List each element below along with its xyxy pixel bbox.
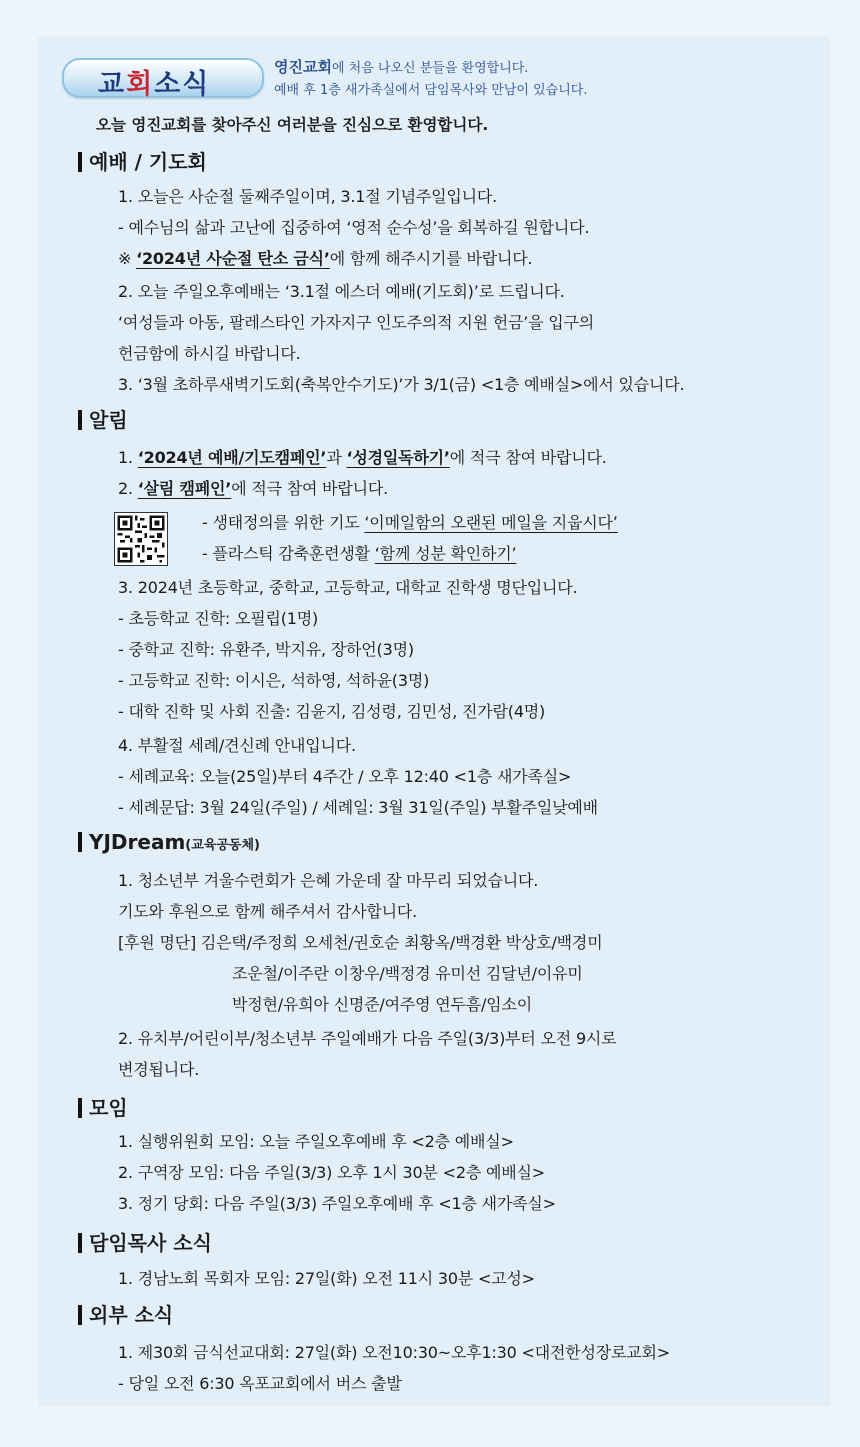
section-title-notice: 알림: [78, 404, 128, 433]
notice-line: - 고등학교 진학: 이시은, 석하영, 석하윤(3명): [118, 671, 430, 690]
greeting: 오늘 영진교회를 찾아주신 여러분을 진심으로 환영합니다.: [96, 116, 489, 134]
yjdream-line: [후원 명단] 김은택/주정희 오세천/권호순 최황옥/백경환 박상호/백경미: [118, 933, 603, 952]
yjdream-line: 기도와 후원으로 함께 해주셔서 감사합니다.: [118, 902, 418, 921]
notice-line: 1. ‘2024년 예배/기도캠페인’과 ‘성경일독하기’에 적극 참여 바랍니다.: [118, 448, 607, 467]
logo: [62, 58, 264, 98]
worship-line: 2. 오늘 주일오후예배는 ‘3.1절 에스더 예배(기도회)’로 드립니다.: [118, 282, 565, 301]
notice-line: 2. ‘살림 캠페인’에 적극 참여 바랍니다.: [118, 479, 389, 498]
section-title-external: 외부 소식: [78, 1299, 173, 1328]
section-title-pastor: 담임목사 소식: [78, 1227, 212, 1256]
notice-line: - 세례문답: 3월 24일(주일) / 세례일: 3월 31일(주일) 부활주일낮예배: [118, 798, 598, 817]
pastor-line: 1. 경남노회 목회자 모임: 27일(화) 오전 11시 30분 <고성>: [118, 1269, 535, 1288]
yjdream-line: 1. 청소년부 겨울수련회가 은혜 가운데 잘 마무리 되었습니다.: [118, 871, 539, 890]
section-title-worship: 예배 / 기도회: [78, 146, 207, 175]
qr-code-icon[interactable]: [114, 512, 168, 566]
external-line: - 당일 오전 6:30 옥포교회에서 버스 출발: [118, 1374, 402, 1393]
yjdream-line: 조운철/이주란 이창우/백정경 유미선 김달년/이유미: [232, 964, 583, 983]
notice-line: - 생태정의를 위한 기도 ‘이메일함의 오랜된 메일을 지웁시다’: [202, 513, 618, 532]
notice-line: 4. 부활절 세례/견신례 안내입니다.: [118, 736, 356, 755]
worship-line: 1. 오늘은 사순절 둘째주일이며, 3.1절 기념주일입니다.: [118, 187, 498, 206]
logo-title: 교회소식: [98, 69, 211, 100]
worship-line: ※ ‘2024년 사순절 탄소 금식’에 함께 해주시기를 바랍니다.: [118, 249, 533, 268]
notice-line: - 초등학교 진학: 오필립(1명): [118, 609, 319, 628]
section-title-meeting: 모임: [78, 1092, 128, 1121]
yjdream-line: 박정현/유희아 신명준/여주영 연두흠/임소이: [232, 995, 532, 1014]
yjdream-line: 2. 유치부/어린이부/청소년부 주일예배가 다음 주일(3/3)부터 오전 9시로: [118, 1029, 617, 1048]
section-title-yjdream: YJDream(교육공동체): [78, 830, 260, 854]
meeting-line: 2. 구역장 모임: 다음 주일(3/3) 오후 1시 30분 <2층 예배실>: [118, 1163, 545, 1182]
worship-line: ‘여성들과 아동, 팔레스타인 가자지구 인도주의적 지원 헌금’을 입구의: [118, 313, 595, 332]
yjdream-line: 변경됩니다.: [118, 1060, 200, 1079]
notice-line: - 중학교 진학: 유환주, 박지유, 장하언(3명): [118, 640, 414, 659]
external-line: 1. 제30회 금식선교대회: 27일(화) 오전10:30~오후1:30 <대전한성장로교회>: [118, 1343, 670, 1362]
worship-line: 헌금함에 하시길 바랍니다.: [118, 344, 301, 363]
church-name: 영진교회: [274, 58, 332, 76]
worship-line: - 예수님의 삶과 고난에 집중하여 ‘영적 순수성’을 회복하길 원합니다.: [118, 218, 590, 237]
meeting-line: 3. 정기 당회: 다음 주일(3/3) 주일오후예배 후 <1층 새가족실>: [118, 1194, 556, 1213]
notice-line: - 세례교육: 오늘(25일)부터 4주간 / 오후 12:40 <1층 새가족실>: [118, 767, 572, 786]
meeting-line: 1. 실행위원회 모임: 오늘 주일오후예배 후 <2층 예배실>: [118, 1132, 514, 1151]
worship-line: 3. ‘3월 초하루새벽기도회(축복안수기도)’가 3/1(금) <1층 예배실>에서 있습니다.: [118, 375, 685, 394]
welcome-text: 영진교회에 처음 나오신 분들을 환영합니다. 예배 후 1층 새가족실에서 담임목사와 만남이 있습니다.: [274, 58, 588, 98]
notice-line: 3. 2024년 초등학교, 중학교, 고등학교, 대학교 진학생 명단입니다.: [118, 578, 578, 597]
notice-line: - 플라스틱 감축훈련생활 ‘함께 성분 확인하기’: [202, 544, 517, 563]
notice-line: - 대학 진학 및 사회 진출: 김윤지, 김성령, 김민성, 진가람(4명): [118, 702, 546, 721]
